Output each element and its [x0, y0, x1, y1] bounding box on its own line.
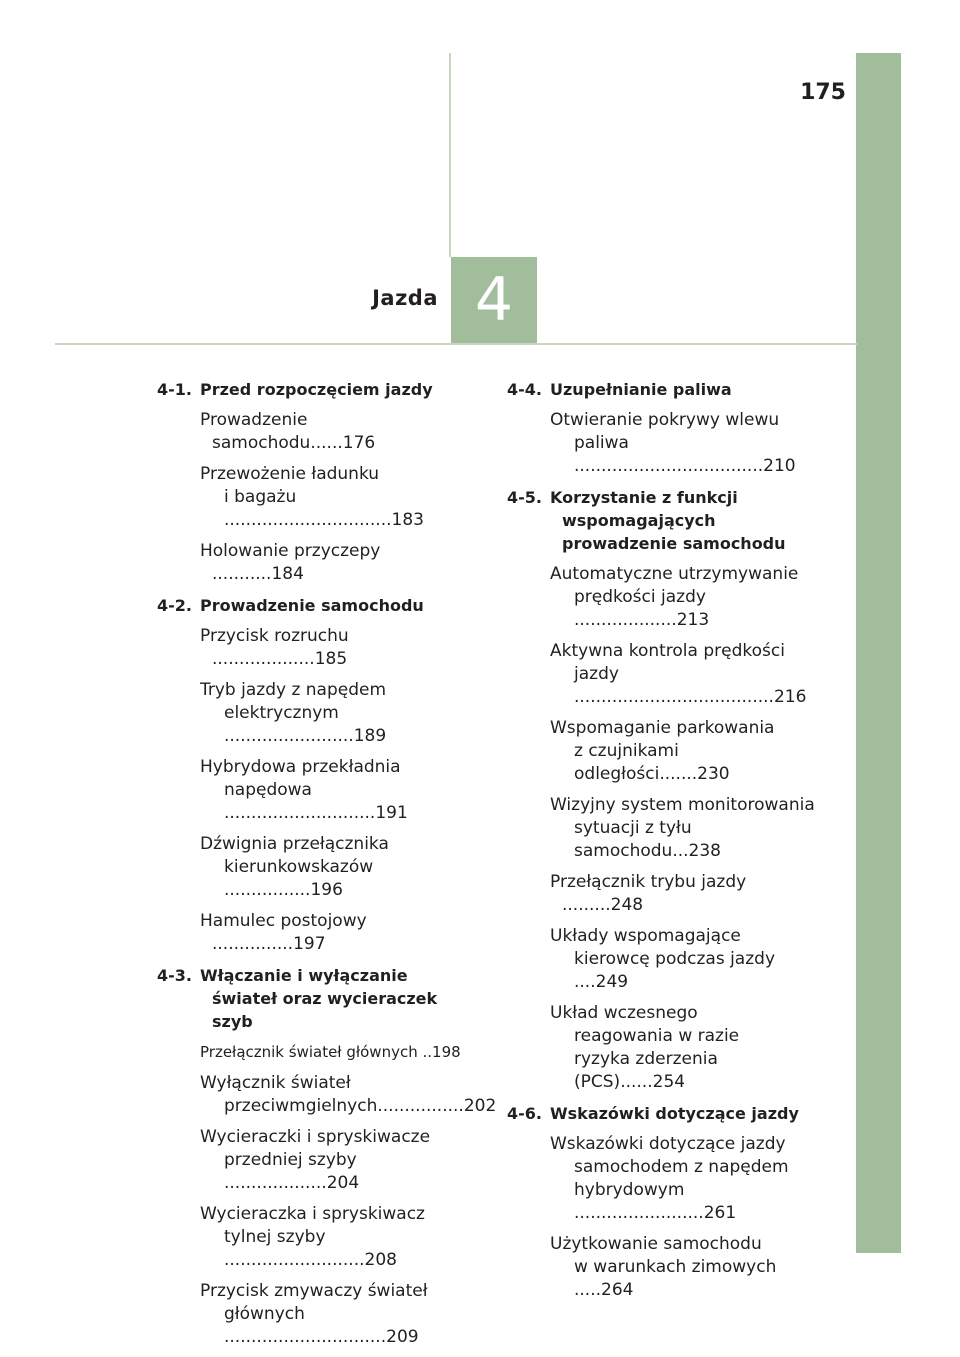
section-number: 4-2. [157, 596, 192, 615]
toc-entry[interactable] [550, 1233, 824, 1302]
entry-text-line [200, 1280, 474, 1303]
entry-page-number: 254 [652, 1072, 686, 1092]
toc-entry[interactable] [200, 1280, 474, 1349]
entry-text-line [212, 779, 474, 825]
section-number: 4-1. [157, 380, 192, 399]
toc-section [507, 486, 824, 1094]
section-heading [507, 486, 824, 555]
entry-leader-dots: ................................... [574, 456, 764, 476]
entry-leader-dots: ......... [562, 895, 611, 915]
entry-page-number: 248 [610, 895, 644, 915]
entry-title: Wycieraczki i spryskiwacze [200, 1127, 431, 1147]
entry-leader-dots: ....... [659, 764, 698, 784]
section-title: Prowadzenie samochodu [200, 596, 424, 615]
chapter-number: 4 [474, 265, 514, 335]
toc-entry[interactable] [200, 1041, 474, 1064]
entry-page-number: 198 [432, 1043, 461, 1061]
entry-title: Tryb jazdy z napędem [200, 680, 387, 700]
toc-entry[interactable] [200, 756, 474, 825]
entry-page-number: 264 [601, 1280, 634, 1300]
entry-text-line [200, 625, 474, 671]
entry-title: Wskazówki dotyczące jazdy [550, 1134, 786, 1154]
section-title-continued: świateł oraz wycieraczek szyb [212, 989, 438, 1031]
entry-text-line [200, 1072, 474, 1095]
entry-leader-dots: .......................... [224, 1250, 365, 1270]
entry-page-number: 216 [773, 687, 807, 707]
entry-text-line [212, 856, 474, 902]
entry-text-line [550, 717, 824, 740]
page-number: 175 [800, 80, 846, 105]
entry-page-number: 213 [676, 610, 710, 630]
toc-entry[interactable] [200, 625, 474, 671]
entry-page-number: 176 [342, 433, 376, 453]
chapter-number-box [451, 257, 537, 343]
toc-entry[interactable] [550, 640, 824, 709]
entry-page-number: 196 [310, 880, 343, 900]
entry-leader-dots: ............... [212, 934, 294, 954]
entry-text-line [212, 1095, 497, 1118]
entry-title: Hybrydowa przekładnia [200, 757, 401, 777]
entry-title: Otwieranie pokrywy wlewu [550, 410, 780, 430]
section-title: Przed rozpoczęciem jazdy [200, 380, 433, 399]
entry-text-line [562, 1256, 824, 1302]
section-title: Włączanie i wyłączanie [200, 966, 408, 985]
entry-text-line [200, 910, 474, 956]
entry-leader-dots: ............................ [224, 803, 376, 823]
entry-title: Dźwignia przełącznika [200, 834, 389, 854]
entry-page-number: 208 [364, 1250, 397, 1270]
entry-page-number: 230 [697, 764, 730, 784]
entry-text-line [550, 409, 824, 432]
entry-text-line [200, 463, 474, 486]
entry-leader-dots: ..................................... [574, 687, 774, 707]
toc-entry[interactable] [200, 409, 474, 455]
entry-list [157, 1041, 497, 1349]
entry-title: sytuacji z tyłu samochodu [574, 818, 692, 861]
entry-page-number: 184 [271, 564, 304, 584]
entry-title: Wycieraczka i spryskiwacz [200, 1204, 425, 1224]
entry-title: Automatyczne utrzymywanie [550, 564, 799, 584]
entry-leader-dots: ........................ [224, 726, 354, 746]
entry-title: elektrycznym [224, 703, 339, 723]
entry-text-line [550, 563, 824, 586]
entry-text-line [550, 1133, 824, 1156]
toc-section [507, 1102, 824, 1302]
entry-page-number: 249 [595, 972, 629, 992]
toc-entry[interactable] [200, 1203, 474, 1272]
toc-entry[interactable] [550, 717, 824, 786]
entry-title: kierunkowskazów [224, 857, 374, 877]
toc-section [157, 594, 474, 956]
section-title: Korzystanie z funkcji [550, 488, 738, 507]
entry-page-number: 204 [326, 1173, 360, 1193]
entry-leader-dots: ... [672, 841, 689, 861]
entry-text-line [550, 794, 824, 817]
section-heading [157, 378, 474, 401]
section-number: 4-4. [507, 380, 542, 399]
entry-page-number: 197 [293, 934, 326, 954]
section-heading [157, 964, 474, 1033]
entry-title: i bagażu [224, 487, 297, 507]
toc-right-column [507, 378, 824, 1310]
entry-leader-dots: .. [417, 1043, 433, 1061]
entry-page-number: 210 [763, 456, 796, 476]
entry-text-line [562, 1025, 824, 1048]
entry-text-line [550, 640, 824, 663]
entry-text-line [200, 679, 474, 702]
entry-title: paliwa [574, 433, 629, 453]
entry-title: Przycisk rozruchu [200, 626, 349, 646]
entry-title: w warunkach zimowych [574, 1257, 777, 1277]
entry-leader-dots: ........... [212, 564, 272, 584]
entry-text-line [200, 540, 474, 586]
entry-leader-dots: ...... [620, 1072, 653, 1092]
entry-title: przeciwmgielnych [224, 1096, 378, 1116]
entry-page-number: 209 [386, 1327, 419, 1347]
entry-page-number: 185 [314, 649, 348, 669]
entry-title: Holowanie przyczepy [200, 541, 381, 561]
entry-leader-dots: ........................ [574, 1203, 704, 1223]
entry-leader-dots: ..... [574, 1280, 602, 1300]
toc-entry[interactable] [550, 409, 824, 478]
entry-title: Przycisk zmywaczy świateł [200, 1281, 428, 1301]
entry-text-line [212, 702, 474, 748]
entry-page-number: 202 [463, 1096, 497, 1116]
entry-title: tylnej szyby [224, 1227, 326, 1247]
entry-text-line [562, 663, 824, 709]
section-title: Wskazówki dotyczące jazdy [550, 1104, 799, 1123]
entry-text-line [562, 740, 824, 786]
entry-page-number: 261 [703, 1203, 737, 1223]
entry-text-line [550, 1233, 824, 1256]
entry-title: Prowadzenie samochodu [200, 410, 311, 453]
entry-text-line [562, 586, 824, 632]
section-title-continued: wspomagających prowadzenie samochodu [562, 511, 786, 553]
toc-entry[interactable] [550, 925, 824, 994]
entry-text-line [562, 1048, 824, 1094]
entry-title: ryzyka zderzenia (PCS) [574, 1049, 718, 1092]
entry-text-line [200, 756, 474, 779]
entry-leader-dots: ................... [574, 610, 677, 630]
entry-text-line [200, 833, 474, 856]
entry-text-line [200, 1041, 474, 1064]
entry-title: jazdy [574, 664, 619, 684]
section-heading [157, 594, 474, 617]
entry-list [507, 563, 824, 1094]
entry-list [157, 625, 474, 956]
section-number: 4-3. [157, 966, 192, 985]
toc-entry[interactable] [200, 910, 474, 956]
entry-page-number: 238 [688, 841, 721, 861]
entry-title: napędowa [224, 780, 312, 800]
entry-title: Układ wczesnego [550, 1003, 698, 1023]
entry-text-line [212, 1303, 474, 1349]
entry-text-line [200, 1126, 474, 1149]
entry-text-line [200, 409, 474, 455]
entry-title: Przewożenie ładunku [200, 464, 380, 484]
toc-entry[interactable] [200, 833, 474, 902]
section-number: 4-6. [507, 1104, 542, 1123]
entry-title: samochodem z napędem [574, 1157, 789, 1177]
entry-text-line [212, 486, 474, 532]
entry-title: Wspomaganie parkowania [550, 718, 775, 738]
entry-text-line [562, 1179, 824, 1225]
entry-text-line [200, 1203, 474, 1226]
entry-title: Wizyjny system monitorowania [550, 795, 815, 815]
entry-leader-dots: .... [574, 972, 596, 992]
entry-title: reagowania w razie [574, 1026, 740, 1046]
entry-text-line [562, 432, 824, 478]
entry-page-number: 189 [353, 726, 387, 746]
entry-page-number: 183 [391, 510, 424, 530]
toc-entry[interactable] [200, 679, 474, 748]
entry-title: Aktywna kontrola prędkości [550, 641, 785, 661]
entry-title: Wyłącznik świateł [200, 1073, 351, 1093]
entry-list [507, 409, 824, 478]
chapter-side-tab [856, 53, 901, 1253]
header-vertical-rule [449, 53, 451, 257]
entry-text-line [550, 1002, 824, 1025]
toc-entry[interactable] [200, 540, 474, 586]
entry-title: głównych [224, 1304, 305, 1324]
entry-leader-dots: ...... [310, 433, 343, 453]
entry-text-line [562, 948, 824, 994]
entry-text-line [212, 1149, 474, 1195]
toc-entry[interactable] [550, 794, 824, 863]
entry-title: przedniej szyby [224, 1150, 357, 1170]
entry-title: Użytkowanie samochodu [550, 1234, 762, 1254]
entry-leader-dots: ................ [377, 1096, 464, 1116]
toc-entry[interactable] [200, 1072, 497, 1118]
entry-title: prędkości jazdy [574, 587, 706, 607]
entry-text-line [550, 871, 824, 917]
toc-entry[interactable] [550, 563, 824, 632]
entry-leader-dots: .............................. [224, 1327, 387, 1347]
entry-title: kierowcę podczas jazdy [574, 949, 776, 969]
toc-section [157, 964, 497, 1349]
entry-title: Przełącznik trybu jazdy [550, 872, 747, 892]
toc-entry[interactable] [550, 1002, 824, 1094]
entry-leader-dots: ................ [224, 880, 311, 900]
entry-leader-dots: ............................... [224, 510, 392, 530]
section-number: 4-5. [507, 488, 542, 507]
entry-text-line [562, 1156, 824, 1179]
chapter-title: Jazda [372, 286, 438, 310]
section-title: Uzupełnianie paliwa [550, 380, 732, 399]
toc-left-column [157, 378, 497, 1357]
entry-title: Przełącznik świateł głównych [200, 1043, 418, 1061]
toc-entry[interactable] [200, 1126, 474, 1195]
entry-leader-dots: ................... [212, 649, 315, 669]
toc-section [507, 378, 824, 478]
entry-title: hybrydowym [574, 1180, 685, 1200]
toc-section [157, 378, 474, 586]
entry-text-line [212, 1226, 474, 1272]
entry-title: z czujnikami odległości [574, 741, 679, 784]
entry-list [507, 1133, 824, 1302]
entry-title: Układy wspomagające [550, 926, 741, 946]
entry-text-line [562, 817, 824, 863]
toc-entry[interactable] [550, 871, 824, 917]
toc-entry[interactable] [200, 463, 474, 532]
header-horizontal-rule [55, 343, 857, 345]
entry-title: Hamulec postojowy [200, 911, 367, 931]
entry-text-line [550, 925, 824, 948]
entry-leader-dots: ................... [224, 1173, 327, 1193]
section-heading [507, 378, 824, 401]
section-heading [507, 1102, 824, 1125]
entry-page-number: 191 [375, 803, 408, 823]
entry-list [157, 409, 474, 586]
toc-entry[interactable] [550, 1133, 824, 1225]
